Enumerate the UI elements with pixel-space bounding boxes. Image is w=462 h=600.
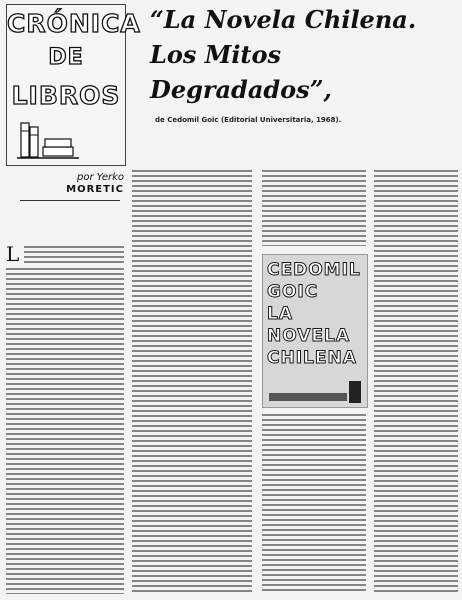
title-line-3: Degradados”,	[150, 75, 332, 104]
books-icon	[15, 117, 81, 161]
cover-line-1: CEDOMIL	[267, 260, 361, 280]
cover-line-2: GOIC	[267, 282, 319, 302]
text-column-4	[374, 170, 458, 594]
byline	[6, 172, 124, 195]
text-column-1	[6, 268, 124, 594]
title-line-2: Los Mitos	[150, 40, 282, 69]
title-line-1: “La Novela Chilena.	[150, 5, 417, 34]
byline-divider	[20, 200, 120, 201]
cover-line-4: NOVELA	[267, 326, 350, 346]
text-column-1-head	[24, 246, 124, 266]
masthead-line-3: LIBROS	[11, 81, 121, 110]
cover-publisher-band	[269, 393, 347, 401]
cover-title	[267, 259, 365, 369]
masthead-line-1: CRÓNICA	[7, 9, 141, 38]
publisher-logo-icon	[349, 381, 361, 403]
drop-cap: L	[6, 242, 20, 266]
text-column-3-top	[262, 170, 366, 246]
article-title	[150, 2, 458, 107]
byline-author: MORETIC	[66, 184, 124, 195]
article-subtitle: de Cedomil Goic (Editorial Universitaria, 1968).	[155, 116, 342, 124]
cover-line-5: CHILENA	[267, 348, 357, 368]
section-masthead	[6, 4, 141, 166]
book-cover-image	[262, 254, 368, 408]
byline-prefix: por Yerko	[77, 172, 124, 183]
cover-line-3: LA	[267, 304, 293, 324]
masthead-line-2: DE	[48, 45, 84, 70]
text-column-3-bottom	[262, 414, 366, 594]
text-column-2	[132, 170, 252, 594]
